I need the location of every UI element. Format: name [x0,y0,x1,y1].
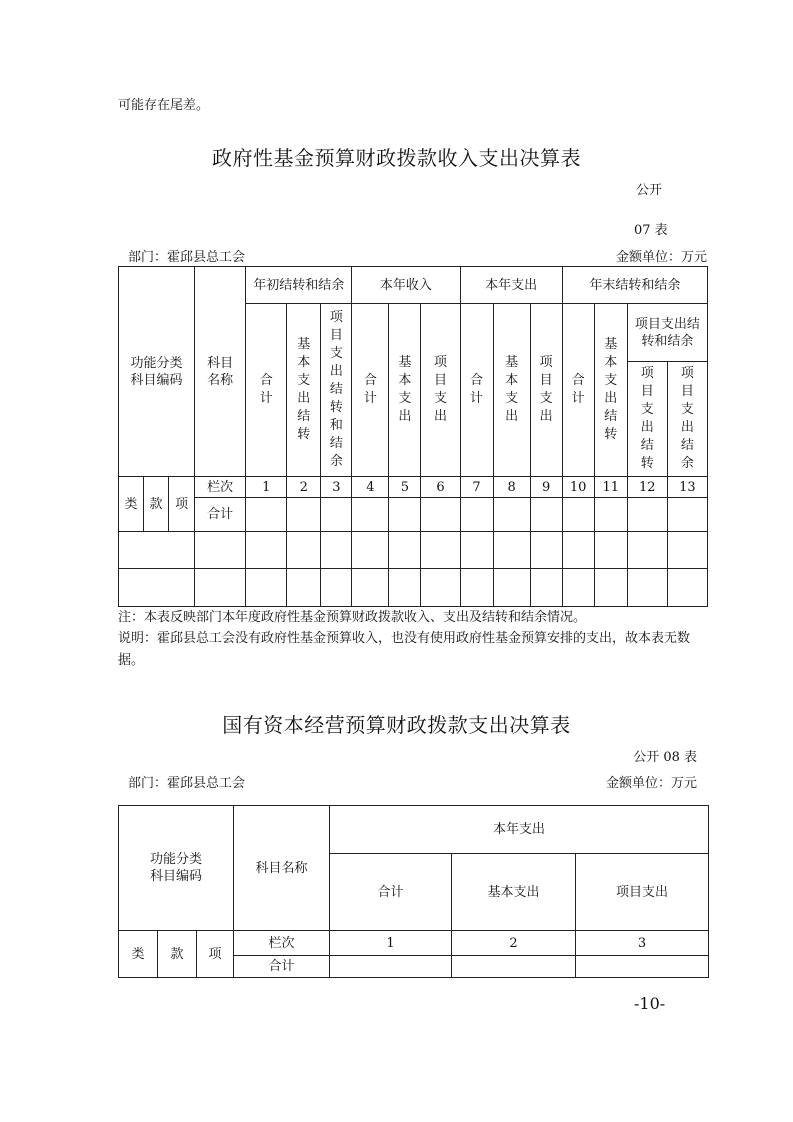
column-number: 5 [389,477,421,498]
column-number: 6 [421,477,460,498]
header-opening-total: 合计 [246,304,287,477]
column-number: 7 [460,477,493,498]
header-closing-project-balance: 项目支出结余 [667,362,707,477]
table8-unit: 金额单位：万元 [605,776,697,791]
header-name: 科目名称 [234,806,330,931]
table7-note: 注：本表反映部门本年度政府性基金预算财政拨款收入、支出及结转和结余情况。 [118,610,587,625]
header-xiang: 项 [197,931,234,978]
header-kuan: 款 [158,931,197,978]
header-expense-total: 合计 [460,304,493,477]
header-closing-project-carry: 项目支出结转 [627,362,667,477]
header-total: 合计 [330,854,452,931]
row-sum-label: 合计 [195,498,246,532]
table7-title: 政府性基金预算财政拨款收入支出决算表 [212,146,581,170]
column-no-label: 栏次 [195,477,246,498]
header-project: 项目支出 [576,854,709,931]
column-number: 12 [627,477,667,498]
table8-title: 国有资本经营预算财政拨款支出决算表 [222,713,571,737]
header-closing-basic-carry: 基本支出结转 [594,304,627,477]
row-sum-label: 合计 [234,956,330,978]
header-closing-project: 项目支出结转和结余 [627,304,707,362]
table-row [119,569,708,607]
column-number: 4 [352,477,389,498]
column-number: 3 [576,931,709,956]
header-basic: 基本支出 [452,854,576,931]
table7-number: 07 表 [634,223,668,238]
column-number: 8 [493,477,530,498]
header-expense: 本年支出 [330,806,709,854]
header-income-basic: 基本支出 [389,304,421,477]
header-kuan: 款 [144,477,169,532]
table-row [119,532,708,569]
header-closing: 年末结转和结余 [562,267,707,304]
header-closing-total: 合计 [562,304,594,477]
column-number: 11 [594,477,627,498]
table-row-total [119,498,708,532]
header-income-project: 项目支出 [421,304,460,477]
header-name: 科目名称 [195,267,246,477]
column-number: 13 [667,477,707,498]
header-code: 功能分类科目编码 [119,806,234,931]
header-income: 本年收入 [352,267,460,304]
table8 [118,805,709,978]
page-number: -10- [634,994,666,1013]
header-income-total: 合计 [352,304,389,477]
table7-explanation: 说明：霍邱县总工会没有政府性基金预算收入，也没有使用政府性基金预算安排的支出，故本表无数据。 [118,631,691,668]
header-opening-basic-carry: 基本支出结转 [287,304,321,477]
table8-number: 公开 08 表 [633,750,697,765]
header-opening: 年初结转和结余 [246,267,352,304]
header-lei: 类 [119,477,144,532]
header-expense-project: 项目支出 [530,304,562,477]
table8-department: 部门：霍邱县总工会 [128,776,246,791]
table7-unit: 金额单位：万元 [615,250,707,265]
header-expense: 本年支出 [460,267,562,304]
column-number: 10 [562,477,594,498]
column-number: 2 [452,931,576,956]
column-number: 1 [246,477,287,498]
header-code: 功能分类科目编码 [119,267,195,477]
header-expense-basic: 基本支出 [493,304,530,477]
header-lei: 类 [119,931,158,978]
column-no-label: 栏次 [234,931,330,956]
table7-public-label: 公开 [636,183,663,198]
column-number: 2 [287,477,321,498]
column-number: 1 [330,931,452,956]
table7-department: 部门：霍邱县总工会 [128,250,246,265]
header-opening-project: 项目支出结转和结余 [321,304,352,477]
table7 [118,266,708,607]
column-number: 3 [321,477,352,498]
header-xiang: 项 [169,477,195,532]
top-note: 可能存在尾差。 [118,98,210,113]
column-number: 9 [530,477,562,498]
